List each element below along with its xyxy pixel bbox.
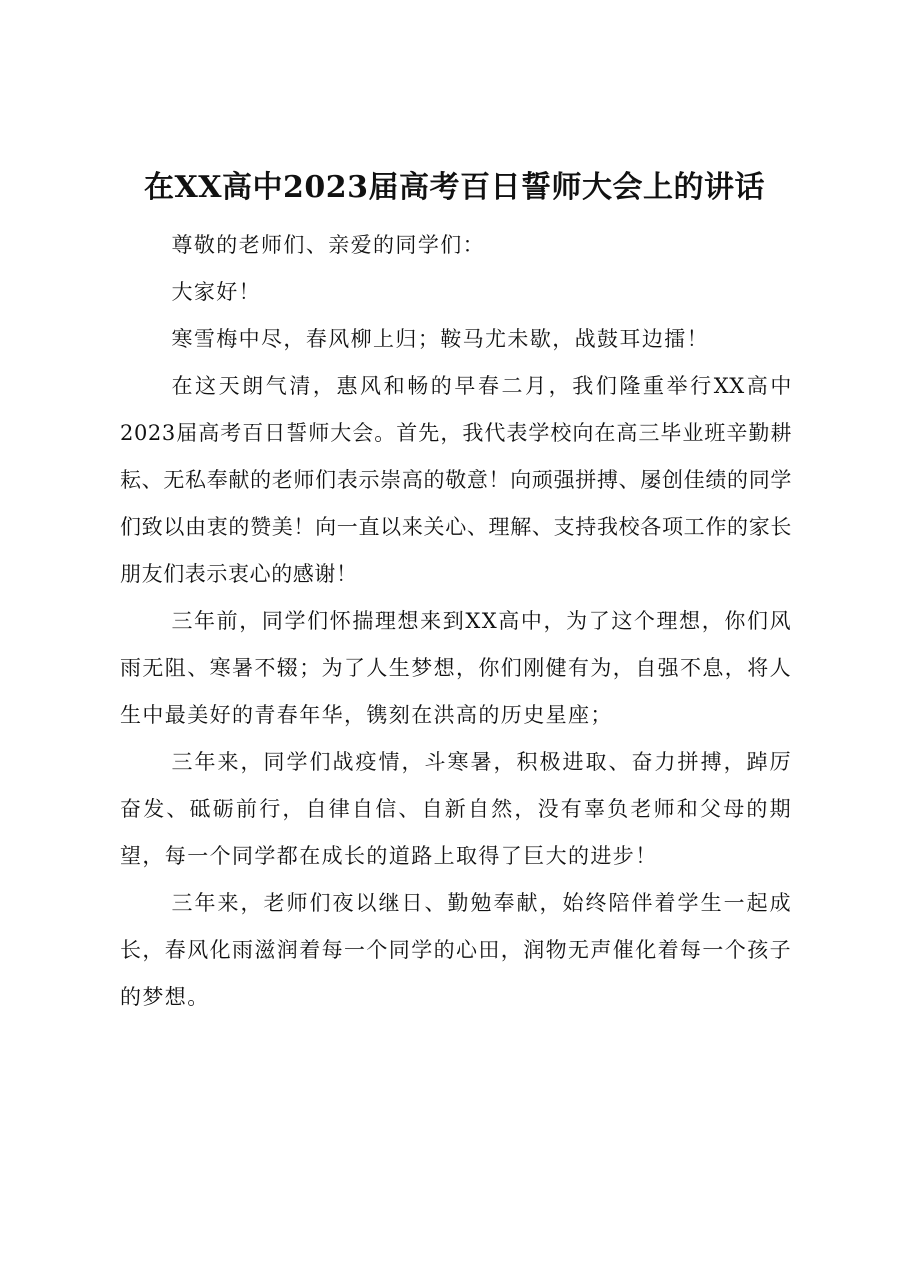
greeting-paragraph: 大家好！	[171, 280, 262, 304]
document-title: 在XX高中2023届高考百日誓师大会上的讲话	[143, 170, 766, 205]
three-years-ago-paragraph: 三年前，同学们怀揣理想来到XX高中，为了这个理想，你们风雨无阻、寒暑不辍；为了人生梦想，你们刚健有为，自强不息，将人生中最美好的青春年华，镌刻在洪高的历史星座；	[120, 609, 792, 727]
salutation-paragraph: 尊敬的老师们、亲爱的同学们：	[171, 233, 486, 257]
teachers-paragraph: 三年来，老师们夜以继日、勤勉奉献，始终陪伴着学生一起成长，春风化雨滋润着每一个同学的心田，润物无声催化着每一个孩子的梦想。	[120, 891, 792, 1009]
opening-paragraph: 在这天朗气清，惠风和畅的早春二月，我们隆重举行XX高中2023届高考百日誓师大会。首先，我代表学校向在高三毕业班辛勤耕耘、无私奉献的老师们表示崇高的敬意！向顽强拼搏、屡创佳绩的同学们致以由衷的赞美！向一直以来关心、理解、支持我校各项工作的家长朋友们表示衷心的感谢！	[120, 374, 792, 586]
document-body	[120, 222, 792, 1021]
students-paragraph: 三年来，同学们战疫情，斗寒暑，积极进取、奋力拼搏，踔厉奋发、砥砺前行，自律自信、自新自然，没有辜负老师和父母的期望，每一个同学都在成长的道路上取得了巨大的进步！	[120, 750, 792, 868]
couplet-paragraph: 寒雪梅中尽，春风柳上归；鞍马尤未歇，战鼓耳边擂！	[171, 327, 710, 351]
